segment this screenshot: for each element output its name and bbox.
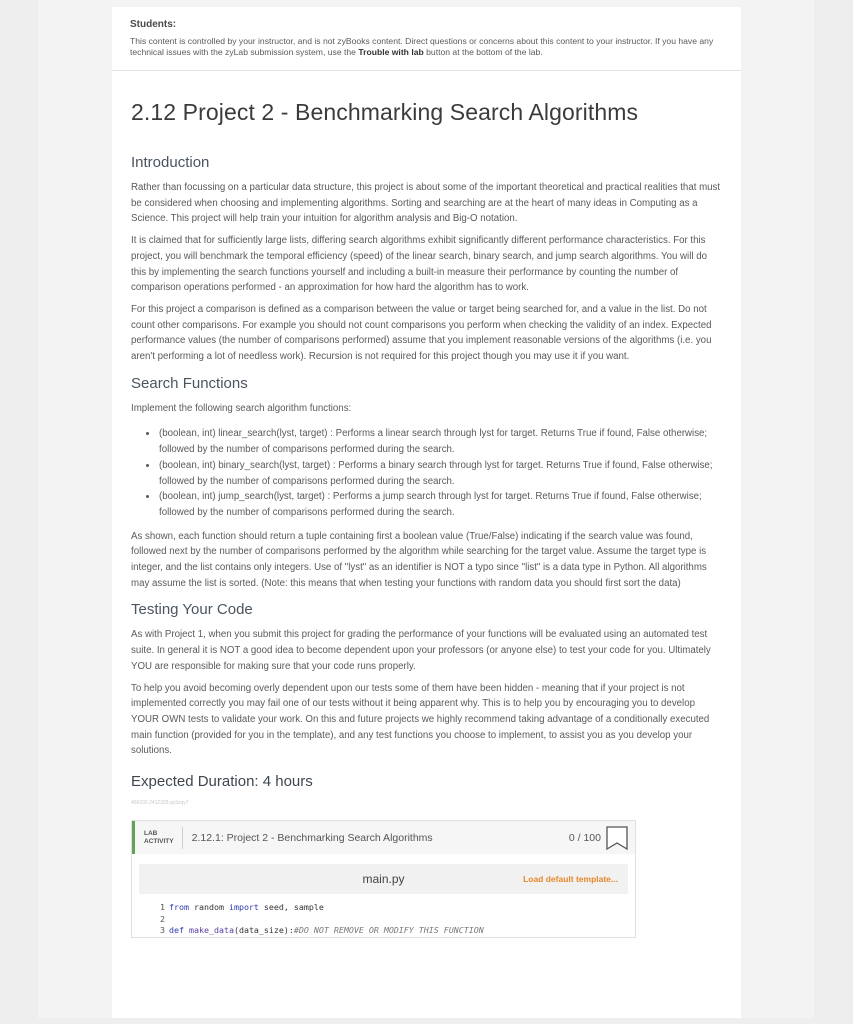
search-functions-heading: Search Functions	[131, 374, 248, 392]
lab-activity-tag: LAB ACTIVITY	[135, 827, 183, 849]
code-editor[interactable]	[139, 894, 628, 937]
file-name-tab[interactable]: main.py	[362, 872, 405, 887]
testing-paragraph-1: As with Project 1, when you submit this project for grading the performance of your functions will be evaluated using an automated test suite. In general it is NOT a good idea to become dependent upon your professors (or anyone else) to test your code for you. Ultimately YOU are responsible for making sure that your code runs properly.	[131, 629, 711, 672]
list-item: • (boolean, int) linear_search(lyst, target) : Performs a linear search through lyst for target. Returns True if found, False otherwise; followed by the number of comparisons performed during the search.	[158, 426, 723, 457]
code-line: 3 def make_data (data_size): #DO NOT REMOVE OR MODIFY THIS FUNCTION	[160, 925, 484, 936]
editor	[132, 854, 635, 937]
content-card	[112, 7, 741, 1018]
search-function-list	[158, 426, 723, 520]
list-item: • (boolean, int) binary_search(lyst, target) : Performs a binary search through lyst for target. Returns True if found, False otherwise; followed by the number of comparisons performed during the search.	[158, 458, 723, 489]
intro-heading: Introduction	[131, 154, 210, 171]
list-item: • (boolean, int) jump_search(lyst, target) : Performs a jump search through lyst for target. Returns True if found, False otherwise; followed by the number of comparisons performed during the search.	[158, 489, 723, 520]
trouble-with-lab-mention: Trouble with lab	[358, 47, 424, 57]
code-line: 2	[160, 913, 165, 924]
lab-score: 0 / 100	[568, 831, 601, 844]
main-content	[112, 99, 741, 938]
intro-paragraph-3: For this project a comparison is defined as a comparison between the value or target being searched for, and a value in the list. Do not count other comparisons. For example you should not count comparisons you perform when checking the validity of an index. Expected performance values (the number of comparisons performed) assume that you implement reasonable versions of the algorithms (i.e. you aren't performing a lot of needless work). Recursion is not required for this project though you may use it if you want.	[131, 303, 712, 363]
page-title: 2.12 Project 2 - Benchmarking Search Algorithms	[131, 99, 639, 125]
testing-heading: Testing Your Code	[131, 601, 253, 619]
search-after-paragraph: As shown, each function should return a tuple containing first a boolean value (True/False) indicating if the search value was found, followed next by the number of comparisons performed by the algorithm while searching for the target value. Assume the target type is integer, and the list contains only integers. Use of "lyst" as an identifier is NOT a typo since "list" is a data type in Python. All algorithms may assume the list is sorted. (Note: this means that when testing your functions with random data you should first sort the data)	[131, 530, 707, 589]
notice-title: Students:	[130, 19, 177, 30]
instructor-notice	[112, 7, 741, 71]
intro-paragraph-1: Rather than focussing on a particular data structure, this project is about some of the important theoretical and practical realities that must be considered when choosing and implementing algorithms. Sorting and searching are at the heart of many ideas in Computing as a Science. This project will help train your intuition for algorithm analysis and Big-O notation.	[131, 182, 721, 225]
lab-header	[132, 821, 635, 854]
lab-activity	[131, 820, 636, 938]
code-line: 1 from random import seed, sample	[160, 902, 324, 913]
lab-title: 2.12.1: Project 2 - Benchmarking Search Algorithms	[191, 831, 433, 844]
search-lead: Implement the following search algorithm functions:	[131, 402, 352, 414]
expected-duration: Expected Duration: 4 hours	[131, 773, 313, 791]
notice-text: This content is controlled by your instructor, and is not zyBooks content. Direct questions or concerns about this content to your instructor. If you have any technical issues with the zyLab submission system, use the Trouble with lab button at the bottom of the lab.	[130, 36, 714, 57]
load-default-template-link[interactable]: Load default template...	[523, 874, 618, 885]
bookmark-icon[interactable]	[606, 826, 628, 850]
activity-id: 456030.2412328.qx3zqy7	[131, 800, 189, 807]
testing-paragraph-2: To help you avoid becoming overly dependent upon our tests some of them have been hidden - meaning that if your project is not implemented correctly you may fail one of our tests without it being apparent why. This is to help you by encouraging you to develop YOUR OWN tests to validate your work. On this and future projects we highly recommend taking advantage of a conditionally executed main function (provided for you in the template), and any test functions you choose to implement, to assist you as you develop your solutions.	[131, 682, 710, 757]
intro-paragraph-2: It is claimed that for sufficiently large lists, differing search algorithms exhibit significantly different performance characteristics. For this project, you will benchmark the temporal efficiency (speed) of the linear search, binary search, and jump search algorithms. You will do this by implementing the search functions yourself and including a built-in measure their performance by counting the number of comparison operations performed - an approximation for how hard the algorithm has to work.	[131, 235, 707, 294]
editor-toolbar	[139, 864, 628, 894]
